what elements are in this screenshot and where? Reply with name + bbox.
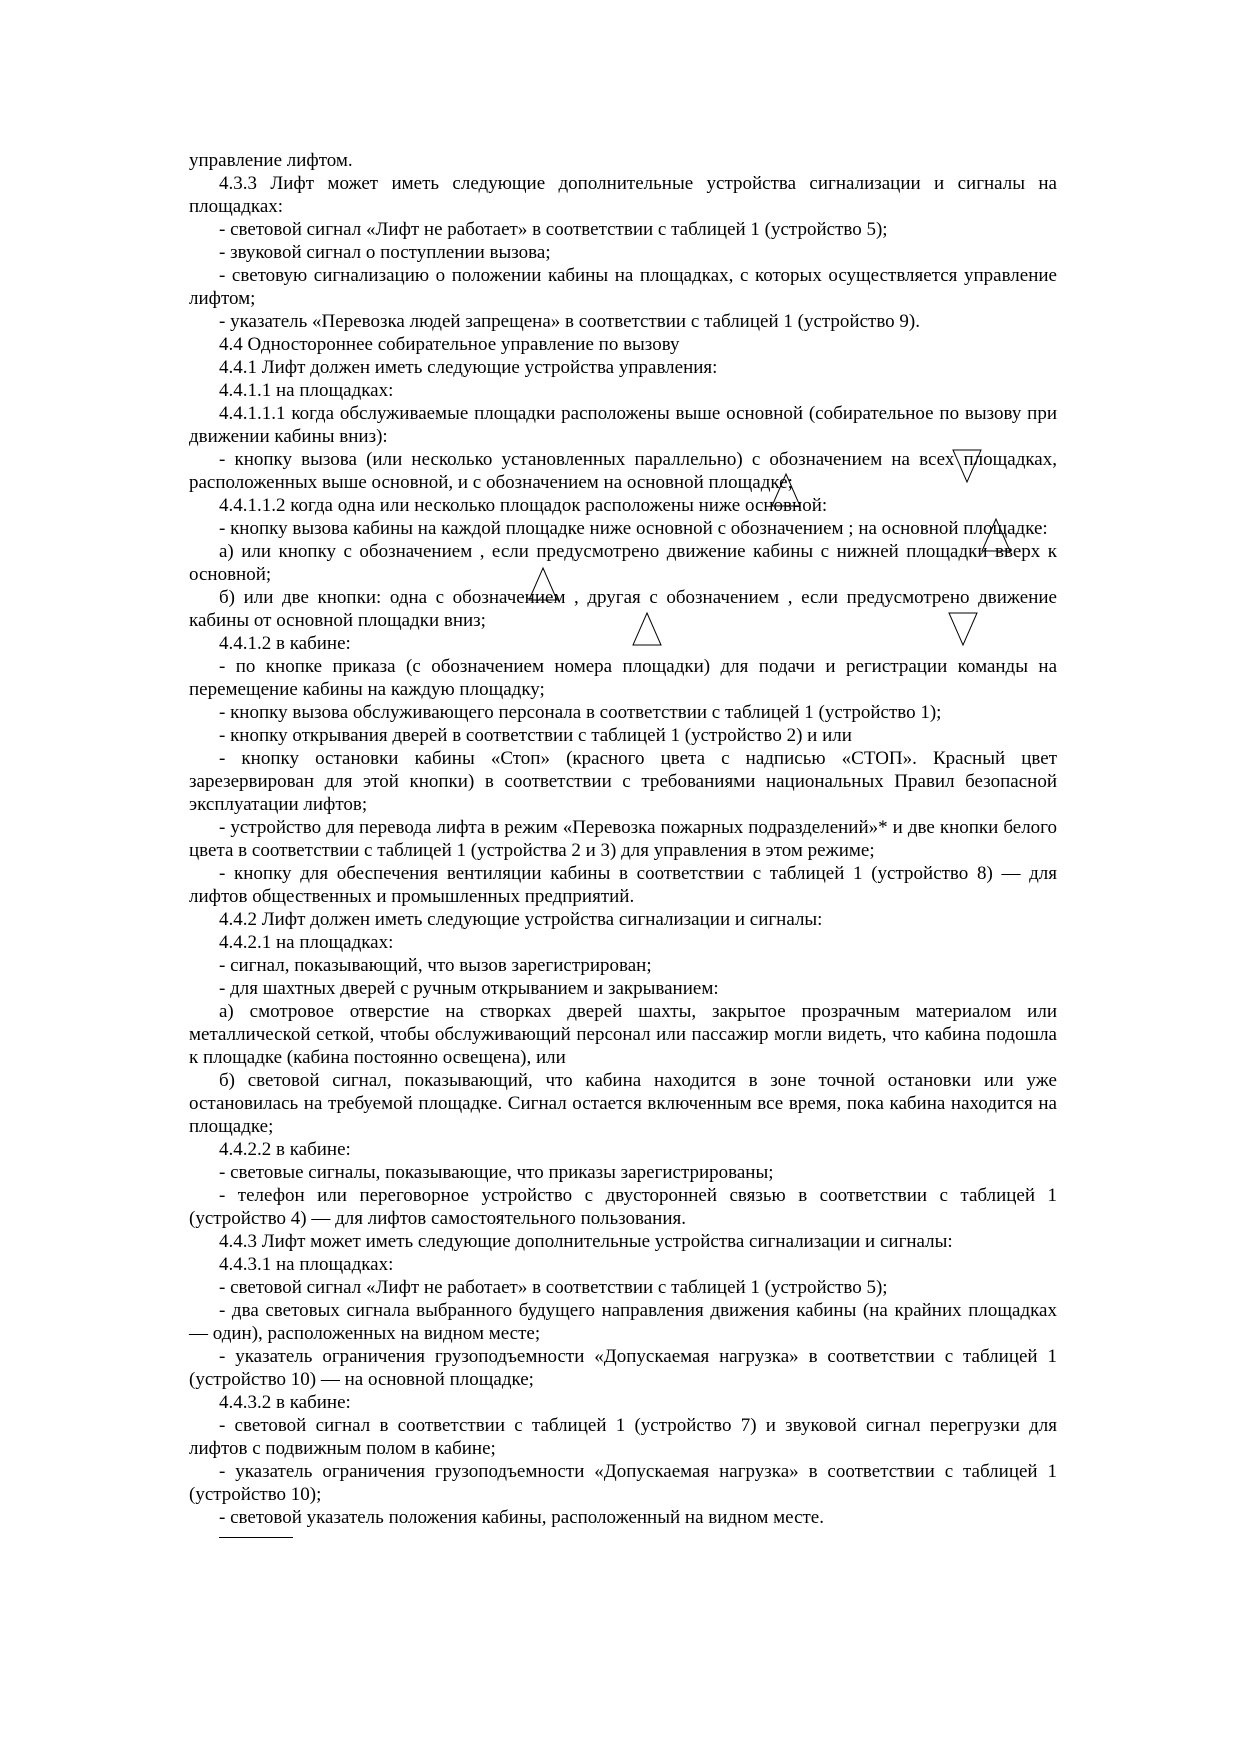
- paragraph: - указатель «Перевозка людей запрещена» в соответствии с таблицей 1 (устройство 9).: [219, 311, 920, 332]
- up-triangle-icon: [771, 473, 801, 507]
- paragraph: - устройство для перевода лифта в режим «Перевозка пожарных подразделений»* и две кнопки белого цвета в соответствии с таблицей 1 (устройства 2 и 3) для управления в этом режиме;: [189, 817, 1057, 861]
- paragraph: а) смотровое отверстие на створках дверей шахты, закрытое прозрачным материалом или металлической сеткой, чтобы обслуживающий персонал или пассажир могли видеть, что кабина подошла к площадке (кабина постоянно освещена), или: [189, 1001, 1057, 1068]
- paragraph: 4.4.1.2 в кабине:: [219, 633, 351, 654]
- paragraph: - кнопку для обеспечения вентиляции кабины в соответствии с таблицей 1 (устройство 8) — для лифтов общественных и промышленных предприятий.: [189, 863, 1057, 907]
- paragraph: 4.4.1.1.1 когда обслуживаемые площадки расположены выше основной (собирательное по вызову при движении кабины вниз):: [189, 403, 1057, 447]
- paragraph: 4.4.1.1 на площадках:: [219, 380, 394, 401]
- paragraph: 4.4.2 Лифт должен иметь следующие устройства сигнализации и сигналы:: [219, 909, 823, 930]
- paragraph: - световой сигнал «Лифт не работает» в соответствии с таблицей 1 (устройство 5);: [219, 219, 888, 240]
- paragraph: 4.4.3.1 на площадках:: [219, 1254, 394, 1275]
- paragraph: 4.4.3 Лифт может иметь следующие дополнительные устройства сигнализации и сигналы:: [219, 1231, 953, 1252]
- paragraph: 4.4.3.2 в кабине:: [219, 1392, 351, 1413]
- paragraph: - два световых сигнала выбранного будущего направления движения кабины (на крайних площадках — один), расположенных на видном месте;: [189, 1300, 1057, 1344]
- paragraph: 4.4.2.1 на площадках:: [219, 932, 394, 953]
- paragraph: - световой сигнал «Лифт не работает» в соответствии с таблицей 1 (устройство 5);: [219, 1277, 888, 1298]
- paragraph: - световые сигналы, показывающие, что приказы зарегистрированы;: [219, 1162, 774, 1183]
- up-triangle-icon: [632, 612, 662, 646]
- paragraph: - сигнал, показывающий, что вызов зарегистрирован;: [219, 955, 652, 976]
- paragraph: - указатель ограничения грузоподъемности «Допускаемая нагрузка» в соответствии с таблицей 1 (устройство 10) — на основной площадке;: [189, 1346, 1057, 1390]
- paragraph: - кнопку вызова кабины на каждой площадке ниже основной с обозначением ; на основной площадке:: [219, 518, 1048, 539]
- paragraph: 4.3.3 Лифт может иметь следующие дополнительные устройства сигнализации и сигналы на площадках:: [189, 173, 1057, 217]
- paragraph: - для шахтных дверей с ручным открыванием и закрыванием:: [219, 978, 719, 999]
- up-triangle-icon: [981, 518, 1011, 552]
- paragraph: - кнопку остановки кабины «Стоп» (красного цвета с надписью «СТОП». Красный цвет зарезервирован для этой кнопки) в соответствии с требованиями национальных Правил безопасной эксплуатации лифтов;: [189, 748, 1057, 815]
- footnote-rule: [219, 1537, 293, 1538]
- paragraph: - световой указатель положения кабины, расположенный на видном месте.: [219, 1507, 824, 1528]
- down-triangle-icon: [948, 612, 978, 646]
- paragraph: - по кнопке приказа (с обозначением номера площадки) для подачи и регистрации команды на перемещение кабины на каждую площадку;: [189, 656, 1057, 700]
- paragraph: - световой сигнал в соответствии с таблицей 1 (устройство 7) и звуковой сигнал перегрузки для лифтов с подвижным полом в кабине;: [189, 1415, 1057, 1459]
- paragraph: - кнопку открывания дверей в соответствии с таблицей 1 (устройство 2) и или: [219, 725, 852, 746]
- paragraph: 4.4.1 Лифт должен иметь следующие устройства управления:: [219, 357, 718, 378]
- paragraph: - световую сигнализацию о положении кабины на площадках, с которых осуществляется управление лифтом;: [189, 265, 1057, 309]
- paragraph: б) или две кнопки: одна с обозначением , другая с обозначением , если предусмотрено движение кабины от основной площадки вниз;: [189, 587, 1057, 631]
- paragraph: - кнопку вызова обслуживающего персонала в соответствии с таблицей 1 (устройство 1);: [219, 702, 942, 723]
- paragraph: управление лифтом.: [189, 150, 353, 171]
- section-heading: 4.4 Одностороннее собирательное управление по вызову: [219, 334, 680, 355]
- paragraph: 4.4.2.2 в кабине:: [219, 1139, 351, 1160]
- paragraph: а) или кнопку с обозначением , если предусмотрено движение кабины с нижней площадки вверх к основной;: [189, 541, 1057, 585]
- paragraph: - телефон или переговорное устройство с двусторонней связью в соответствии с таблицей 1 (устройство 4) — для лифтов самостоятельного пользования.: [189, 1185, 1057, 1229]
- paragraph: - звуковой сигнал о поступлении вызова;: [219, 242, 551, 263]
- up-triangle-icon: [528, 567, 558, 601]
- paragraph: б) световой сигнал, показывающий, что кабина находится в зоне точной остановки или уже остановилась на требуемой площадке. Сигнал остается включенным все время, пока кабина находится на площадке;: [189, 1070, 1057, 1137]
- paragraph: - указатель ограничения грузоподъемности «Допускаемая нагрузка» в соответствии с таблицей 1 (устройство 10);: [189, 1461, 1057, 1505]
- paragraph: - кнопку вызова (или несколько установленных параллельно) с обозначением на всех площадках, расположенных выше основной, и с обозначением на основной площадке;: [189, 449, 1057, 493]
- document-page: [189, 149, 1057, 1538]
- paragraph: 4.4.1.1.2 когда одна или несколько площадок расположены ниже основной:: [219, 495, 828, 516]
- down-triangle-icon: [952, 449, 982, 483]
